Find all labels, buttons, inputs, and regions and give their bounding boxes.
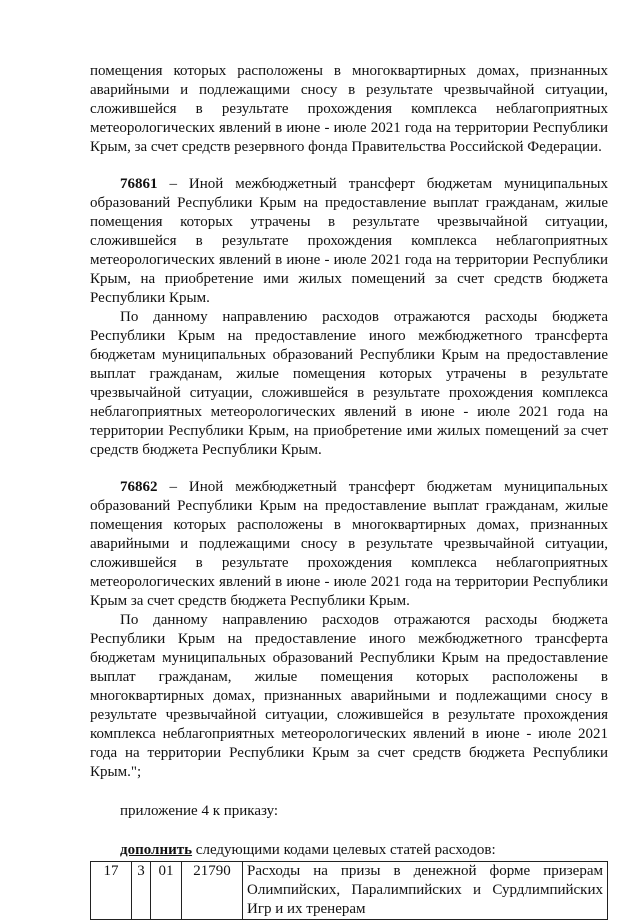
add-bold-word: дополнить (120, 842, 193, 858)
codes-table (90, 861, 608, 920)
section-76861-title (90, 175, 608, 308)
table-cell-description: Расходы на призы в денежной форме призерам Олимпийских, Паралимпийских и Сурдлимпийских Игр и их тренерам (243, 862, 608, 920)
intro-paragraph: помещения которых расположены в многоквартирных домах, признанных аварийными и подлежащими сносу в результате чрезвычайной ситуации, сложившейся в результате прохождения комплекса неблагоприятных метеорологических явлений в июне - июле 2021 года на территории Республики Крым, за счет средств резервного фонда Правительства Российской Федерации. (90, 63, 608, 155)
add-codes-line (90, 841, 608, 860)
section-code: 76862 (120, 479, 158, 495)
section-title-text: – Иной межбюджетный трансферт бюджетам муниципальных образований Республики Крым на предоставление выплат гражданам, жилые помещения которых утрачены в результате чрезвычайной ситуации, сложившейся в результате прохождения комплекса неблагоприятных метеорологических явлений в июне - июле 2021 года на территории Республики Крым, на приобретение ими жилых помещений за счет средств бюджета Республики Крым. (90, 176, 608, 306)
section-76861-description: По данному направлению расходов отражаются расходы бюджета Республики Крым на предоставление иного межбюджетного трансферта бюджетам муниципальных образований Республики Крым на предоставление выплат гражданам, жилые помещения которых утрачены в результате чрезвычайной ситуации, сложившейся в результате прохождения комплекса неблагоприятных метеорологических явлений в июне - июле 2021 года на территории Республики Крым, на приобретение ими жилых помещений за счет средств бюджета Республики Крым. (90, 309, 608, 458)
add-rest-text: следующими кодами целевых статей расходов: (192, 842, 496, 858)
document-page (90, 62, 608, 920)
table-cell-4: 21790 (182, 862, 243, 920)
table-row (91, 862, 608, 920)
section-76862-title (90, 478, 608, 611)
table-cell-3: 01 (151, 862, 182, 920)
appendix-line: приложение 4 к приказу: (120, 803, 279, 819)
section-76862-description: По данному направлению расходов отражаются расходы бюджета Республики Крым на предоставление иного межбюджетного трансферта бюджетам муниципальных образований Республики Крым на предоставление выплат гражданам, жилые помещения которых расположены в многоквартирных домах, признанных аварийными и подлежащими сносу в результате чрезвычайной ситуации, сложившейся в результате прохождения комплекса неблагоприятных метеорологических явлений в июне - июле 2021 года на территории Республики Крым за счет средств бюджета Республики Крым."; (90, 612, 608, 780)
table-cell-2: 3 (132, 862, 151, 920)
section-code: 76861 (120, 176, 158, 192)
table-cell-1: 17 (91, 862, 132, 920)
section-title-text: – Иной межбюджетный трансферт бюджетам муниципальных образований Республики Крым на предоставление выплат гражданам, жилые помещения которых расположены в многоквартирных домах, признанных аварийными и подлежащими сносу в результате чрезвычайной ситуации, сложившейся в результате прохождения комплекса неблагоприятных метеорологических явлений в июне - июле 2021 года на территории Республики Крым за счет средств бюджета Республики Крым. (90, 479, 608, 609)
